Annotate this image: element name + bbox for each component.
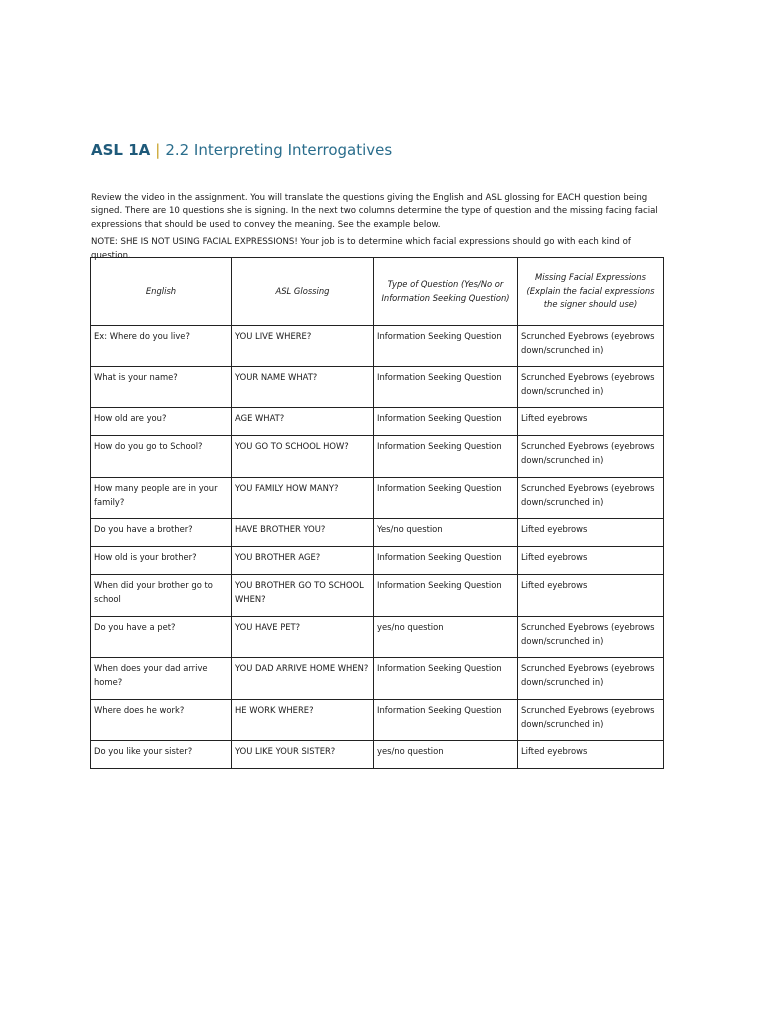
cell-question-type: Information Seeking Question xyxy=(374,575,518,617)
course-code: ASL 1A xyxy=(91,141,151,159)
cell-english: When did your brother go to school xyxy=(91,575,232,617)
cell-facial-expressions: Lifted eyebrows xyxy=(518,519,664,547)
page-title xyxy=(91,141,392,159)
cell-asl-glossing: YOU HAVE PET? xyxy=(232,617,374,658)
cell-facial-expressions: Scrunched Eyebrows (eyebrows down/scrunched in) xyxy=(518,658,664,700)
instructions-paragraph: Review the video in the assignment. You will translate the questions giving the English and ASL glossing for EACH question being signed. There are 10 questions she is signing. In the next two columns determine the type of question and the missing facing facial expressions that should be used to convey the meaning. See the example below. xyxy=(91,193,658,230)
header-english: English xyxy=(91,258,232,326)
table-row xyxy=(91,617,664,658)
cell-facial-expressions: Lifted eyebrows xyxy=(518,741,664,769)
header-question-type: Type of Question (Yes/No or Information Seeking Question) xyxy=(374,258,518,326)
cell-english: How do you go to School? xyxy=(91,436,232,478)
cell-english: How old are you? xyxy=(91,408,232,436)
cell-facial-expressions: Lifted eyebrows xyxy=(518,575,664,617)
table-header-row xyxy=(91,258,664,326)
header-facial-expressions: Missing Facial Expressions (Explain the facial expressions the signer should use) xyxy=(518,258,664,326)
lesson-topic: 2.2 Interpreting Interrogatives xyxy=(165,141,393,159)
table-row xyxy=(91,408,664,436)
table-row xyxy=(91,700,664,741)
cell-facial-expressions: Scrunched Eyebrows (eyebrows down/scrunched in) xyxy=(518,478,664,519)
cell-asl-glossing: YOU BROTHER AGE? xyxy=(232,547,374,575)
cell-asl-glossing: YOU DAD ARRIVE HOME WHEN? xyxy=(232,658,374,700)
cell-english: Do you like your sister? xyxy=(91,741,232,769)
cell-english: Ex: Where do you live? xyxy=(91,326,232,367)
header-asl-glossing: ASL Glossing xyxy=(232,258,374,326)
cell-facial-expressions: Scrunched Eyebrows (eyebrows down/scrunched in) xyxy=(518,367,664,408)
interrogatives-table xyxy=(90,257,664,769)
cell-asl-glossing: YOU BROTHER GO TO SCHOOL WHEN? xyxy=(232,575,374,617)
cell-asl-glossing: YOUR NAME WHAT? xyxy=(232,367,374,408)
cell-facial-expressions: Scrunched Eyebrows (eyebrows down/scrunched in) xyxy=(518,326,664,367)
cell-asl-glossing: YOU GO TO SCHOOL HOW? xyxy=(232,436,374,478)
cell-english: How old is your brother? xyxy=(91,547,232,575)
table-row xyxy=(91,436,664,478)
cell-asl-glossing: HAVE BROTHER YOU? xyxy=(232,519,374,547)
cell-english: Where does he work? xyxy=(91,700,232,741)
cell-asl-glossing: YOU FAMILY HOW MANY? xyxy=(232,478,374,519)
cell-asl-glossing: AGE WHAT? xyxy=(232,408,374,436)
cell-facial-expressions: Lifted eyebrows xyxy=(518,408,664,436)
cell-asl-glossing: YOU LIVE WHERE? xyxy=(232,326,374,367)
table-row xyxy=(91,658,664,700)
table-row xyxy=(91,367,664,408)
cell-facial-expressions: Scrunched Eyebrows (eyebrows down/scrunched in) xyxy=(518,700,664,741)
cell-facial-expressions: Lifted eyebrows xyxy=(518,547,664,575)
cell-question-type: Yes/no question xyxy=(374,519,518,547)
instructions-note: NOTE: SHE IS NOT USING FACIAL EXPRESSIONS! Your job is to determine which facial expressions should go with each kind of question. xyxy=(91,237,631,261)
table-row xyxy=(91,547,664,575)
cell-question-type: yes/no question xyxy=(374,741,518,769)
cell-english: Do you have a pet? xyxy=(91,617,232,658)
cell-question-type: Information Seeking Question xyxy=(374,436,518,478)
table-row xyxy=(91,741,664,769)
table-row xyxy=(91,326,664,367)
cell-english: Do you have a brother? xyxy=(91,519,232,547)
table-row xyxy=(91,575,664,617)
cell-facial-expressions: Scrunched Eyebrows (eyebrows down/scrunched in) xyxy=(518,436,664,478)
cell-question-type: Information Seeking Question xyxy=(374,326,518,367)
cell-question-type: Information Seeking Question xyxy=(374,658,518,700)
cell-question-type: Information Seeking Question xyxy=(374,700,518,741)
table-row xyxy=(91,478,664,519)
cell-question-type: yes/no question xyxy=(374,617,518,658)
table-row xyxy=(91,519,664,547)
cell-english: What is your name? xyxy=(91,367,232,408)
cell-question-type: Information Seeking Question xyxy=(374,478,518,519)
cell-facial-expressions: Scrunched Eyebrows (eyebrows down/scrunched in) xyxy=(518,617,664,658)
title-separator: | xyxy=(155,141,161,159)
cell-asl-glossing: YOU LIKE YOUR SISTER? xyxy=(232,741,374,769)
cell-asl-glossing: HE WORK WHERE? xyxy=(232,700,374,741)
cell-question-type: Information Seeking Question xyxy=(374,408,518,436)
instructions xyxy=(91,192,671,263)
cell-question-type: Information Seeking Question xyxy=(374,367,518,408)
cell-english: How many people are in your family? xyxy=(91,478,232,519)
table-body xyxy=(91,326,664,769)
cell-question-type: Information Seeking Question xyxy=(374,547,518,575)
cell-english: When does your dad arrive home? xyxy=(91,658,232,700)
